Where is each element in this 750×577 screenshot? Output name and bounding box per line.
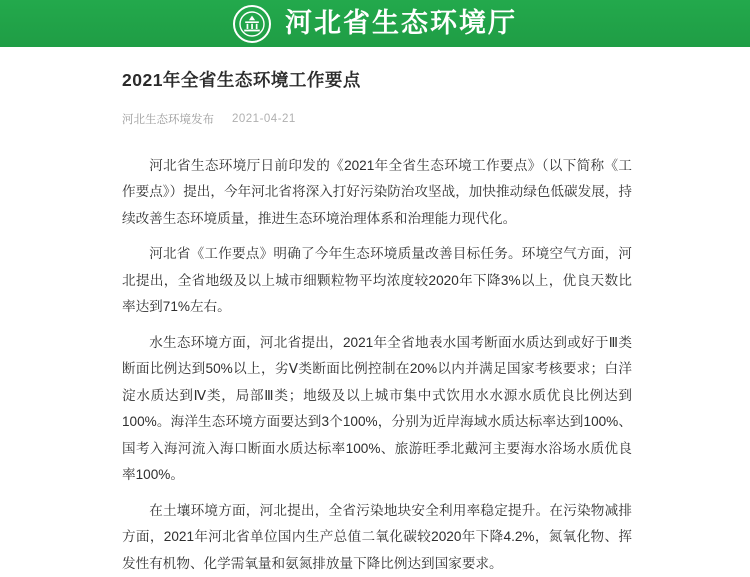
- banner-inner: [233, 5, 517, 43]
- article-source: 河北生态环境发布: [122, 113, 214, 126]
- article-paragraph: 在土壤环境方面，河北提出，全省污染地块安全利用率稳定提升。在污染物减排方面，2021年河北省单位国内生产总值二氧化碳较2020年下降4.2%，氮氧化物、挥发性有机物、化学需氧量和氨氮排放量下降比例达到国家要求。: [122, 502, 632, 571]
- banner-title: 河北省生态环境厅: [285, 8, 517, 38]
- government-emblem-icon: [233, 5, 271, 43]
- article-meta: [122, 111, 632, 127]
- article-content: [0, 69, 750, 577]
- site-banner: [0, 0, 750, 47]
- article-paragraph: 河北省生态环境厅日前印发的《2021年全省生态环境工作要点》（以下简称《工作要点》）提出，今年河北省将深入打好污染防治攻坚战，加快推动绿色低碳发展，持续改善生态环境质量，推进生态环境治理体系和治理能力现代化。: [122, 157, 632, 226]
- article-body: [122, 153, 632, 577]
- page-title: 2021年全省生态环境工作要点: [122, 70, 361, 90]
- article-paragraph: 河北省《工作要点》明确了今年生态环境质量改善目标任务。环境空气方面，河北提出，全省地级及以上城市细颗粒物平均浓度较2020年下降3%以上，优良天数比率达到71%左右。: [122, 246, 632, 315]
- article-paragraph: 水生态环境方面，河北省提出，2021年全省地表水国考断面水质达到或好于Ⅲ类断面比例达到50%以上，劣Ⅴ类断面比例控制在20%以内并满足国家考核要求；白洋淀水质达到Ⅳ类，局部Ⅲ类；地级及以上城市集中式饮用水水源水质优良比例达到100%。海洋生态环境方面要达到3个100%，分别为近岸海域水质达标率达到100%、国考入海河流入海口断面水质达标率100%、旅游旺季北戴河主要海水浴场水质优良率100%。: [122, 334, 632, 483]
- article-date: 2021-04-21: [232, 112, 296, 125]
